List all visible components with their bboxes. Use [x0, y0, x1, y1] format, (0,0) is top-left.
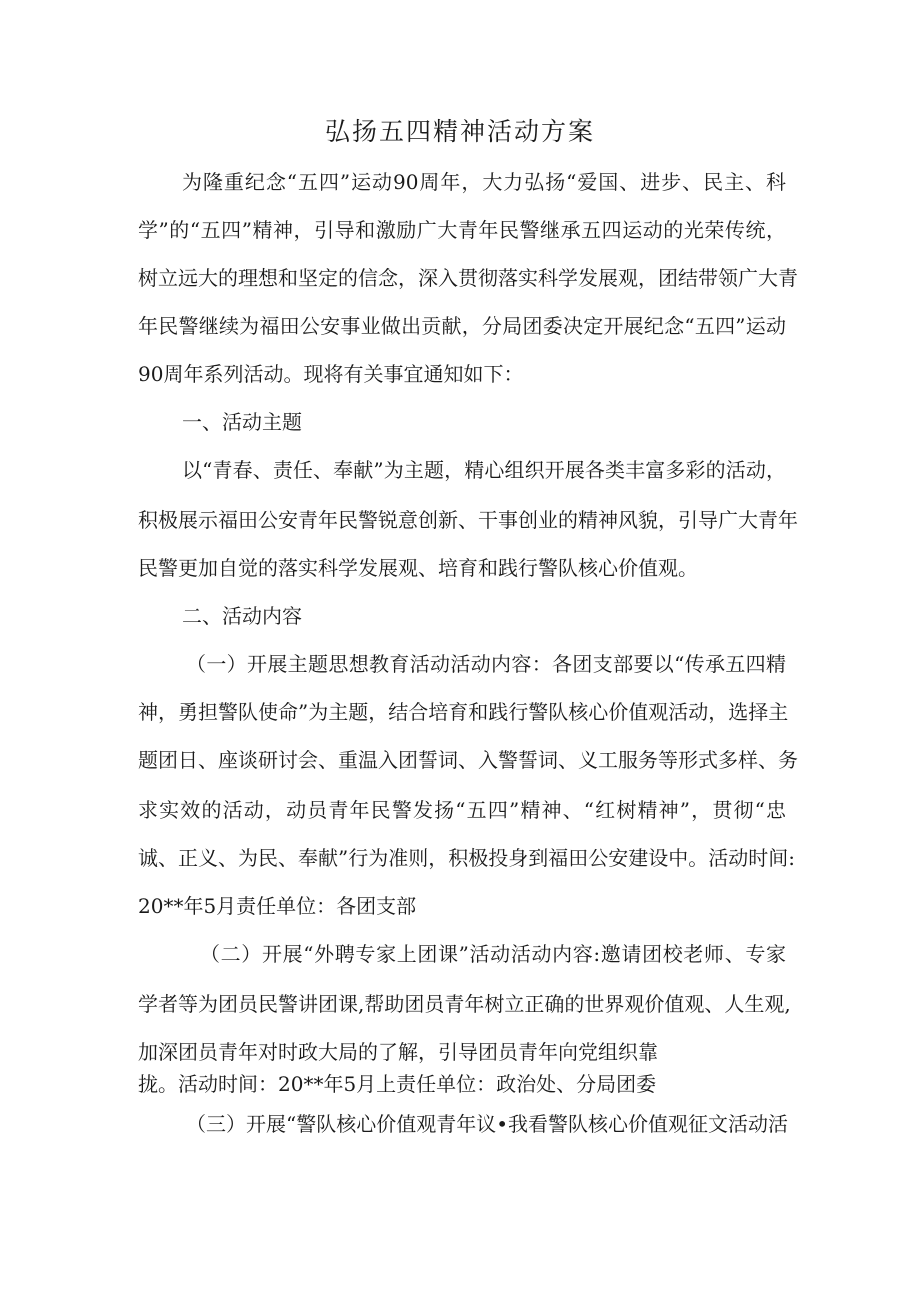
item1-line: 神，勇担警队使命”为主题，结合培育和践行警队核心价值观活动，选择主: [138, 700, 789, 724]
item1-line: 题团日、座谈研讨会、重温入团誓词、入警誓词、义工服务等形式多样、务: [138, 748, 798, 772]
intro-line: 学”的“五四”精神，引导和激励广大青年民警继承五四运动的光荣传统，: [138, 218, 786, 242]
theme-line: 以“青春、责任、奉献”为主题，精心组织开展各类丰富多彩的活动，: [182, 458, 786, 482]
intro-line: 为隆重纪念“五四”运动90周年，大力弘扬“爱国、进步、民主、科: [182, 170, 786, 194]
item1-line: 20**年5月责任单位：各团支部: [138, 894, 417, 918]
intro-line: 年民警继续为福田公安事业做出贡献，分局团委决定开展纪念“五四”运动: [138, 314, 786, 338]
item3-line: （三）开展“警队核心价值观青年议•我看警队核心价值观征文活动活: [186, 1112, 789, 1136]
theme-line: 积极展示福田公安青年民警锐意创新、干事创业的精神风貌，引导广大青年: [138, 508, 798, 532]
item1-line: （一）开展主题思想教育活动活动内容：各团支部要以“传承五四精: [186, 652, 786, 676]
section-heading-content: 二、活动内容: [182, 604, 302, 628]
item2-line: 加深团员青年对时政大局的了解，引导团员青年向党组织靠: [138, 1040, 658, 1064]
section-heading-theme: 一、活动主题: [182, 410, 302, 434]
theme-line: 民警更加自觉的落实科学发展观、培育和践行警队核心价值观。: [138, 556, 698, 580]
item2-line: （二）开展“外聘专家上团课”活动活动内容:邀请团校老师、专家: [200, 942, 786, 966]
intro-line: 90周年系列活动。现将有关事宜通知如下：: [138, 362, 524, 386]
item2-line: 拢。活动时间：20**年5月上责任单位：政治处、分局团委: [138, 1072, 657, 1096]
intro-line: 树立远大的理想和坚定的信念，深入贯彻落实科学发展观，团结带领广大青: [138, 266, 798, 290]
page-title: 弘扬五四精神活动方案: [324, 117, 595, 146]
item2-line: 学者等为团员民警讲团课,帮助团员青年树立正确的世界观价值观、人生观,: [138, 992, 791, 1016]
item1-line: 诚、正义、为民、奉献”行为准则，积极投身到福田公安建设中。活动时间:: [138, 846, 795, 870]
item1-line: 求实效的活动，动员青年民警发扬“五四”精神、“红树精神”，贯彻“忠: [138, 798, 786, 822]
